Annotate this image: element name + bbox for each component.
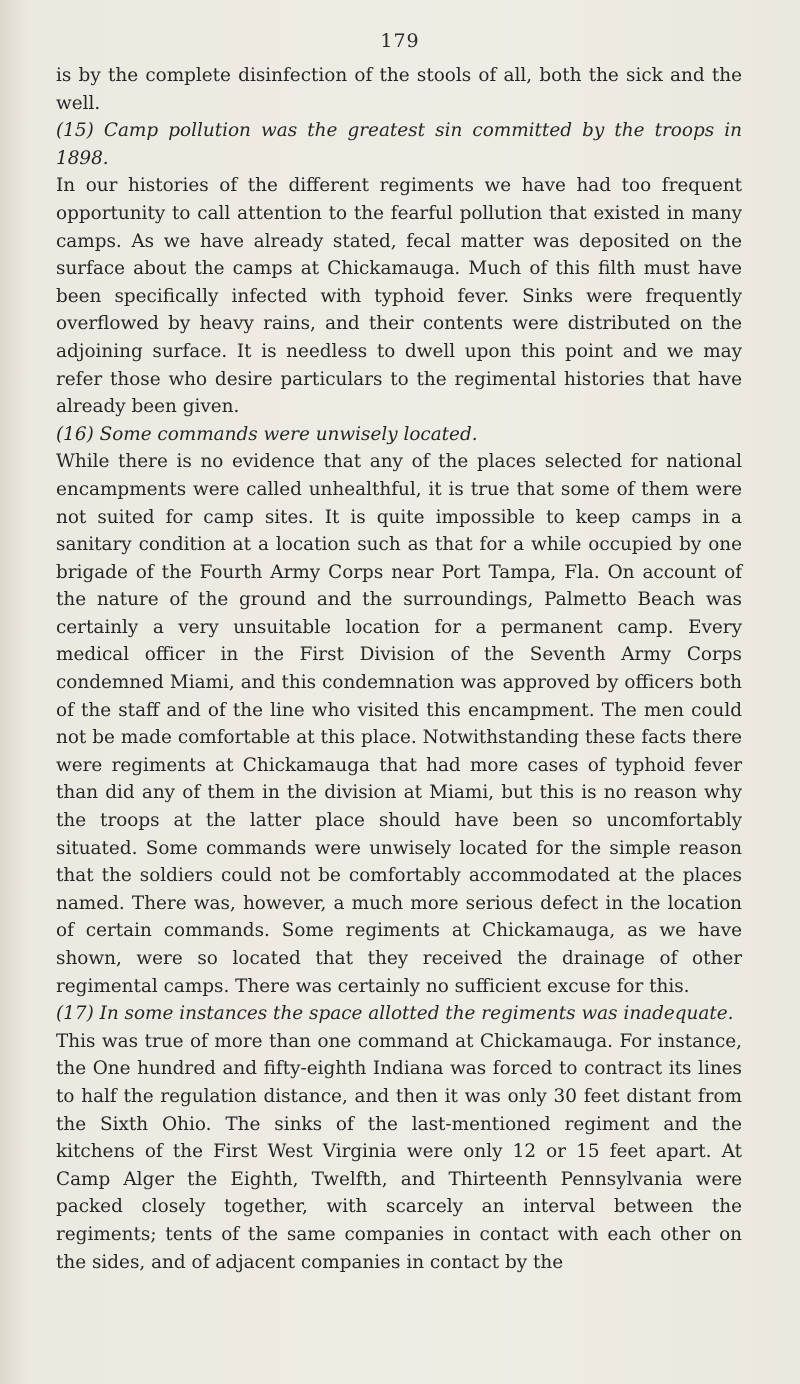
section-heading-16: (16) Some commands were unwisely located.: [56, 423, 478, 445]
page-number: 179: [380, 30, 420, 52]
section-heading-15: (15) Camp pollution was the greatest sin committed by the troops in 1898.: [56, 120, 742, 169]
paragraph-camp-pollution: In our histories of the different regiments we have had too frequent opportunity to call attention to the fearful pollution that existed in many camps. As we have already stated, fecal matter was deposited on the surface about the camps at Chickamauga. Much of this filth must have been specifically infected with typhoid fever. Sinks were frequently overflowed by heavy rains, and their contents were distributed on the adjoining surface. It is needless to dwell upon this point and we may refer those who desire particulars to the regimental histories that have already been given.: [56, 175, 742, 418]
section-heading-17: (17) In some instances the space allotted the regiments was inadequate.: [56, 1003, 734, 1025]
page-body: [56, 62, 742, 1276]
paragraph-inadequate-space: This was true of more than one command at Chickamauga. For instance, the One hundred and fifty-eighth Indiana was forced to contract its lines to half the regulation distance, and then it was only 30 feet distant from the Sixth Ohio. The sinks of the last-mentioned regiment and the kitchens of the First West Virginia were only 12 or 15 feet apart. At Camp Alger the Eighth, Twelfth, and Thirteenth Pennsylvania were packed closely together, with scarcely an interval between the regiments; tents of the same companies in contact with each other on the sides, and of adjacent companies in contact by the: [56, 1030, 742, 1273]
paragraph-unwise-locations: While there is no evidence that any of the places selected for national encampments were called unhealthful, it is true that some of them were not suited for camp sites. It is quite impossible to keep camps in a sanitary condition at a location such as that for a while occupied by one brigade of the Fourth Army Corps near Port Tampa, Fla. On account of the nature of the ground and the surroundings, Palmetto Beach was certainly a very unsuitable location for a permanent camp. Every medical officer in the First Division of the Seventh Army Corps condemned Miami, and this condemnation was approved by officers both of the staff and of the line who visited this encampment. The men could not be made comfortable at this place. Notwithstanding these facts there were regiments at Chickamauga that had more cases of typhoid fever than did any of them in the division at Miami, but this is no reason why the troops at the latter place should have been so uncomfortably situated. Some commands were unwisely located for the simple reason that the soldiers could not be comfortably accommodated at the places named. There was, however, a much more serious defect in the location of certain commands. Some regiments at Chickamauga, as we have shown, were so located that they received the drainage of other regimental camps. There was certainly no sufficient excuse for this.: [56, 451, 742, 997]
paragraph-continuation: is by the complete disinfection of the stools of all, both the sick and the well.: [56, 65, 742, 114]
